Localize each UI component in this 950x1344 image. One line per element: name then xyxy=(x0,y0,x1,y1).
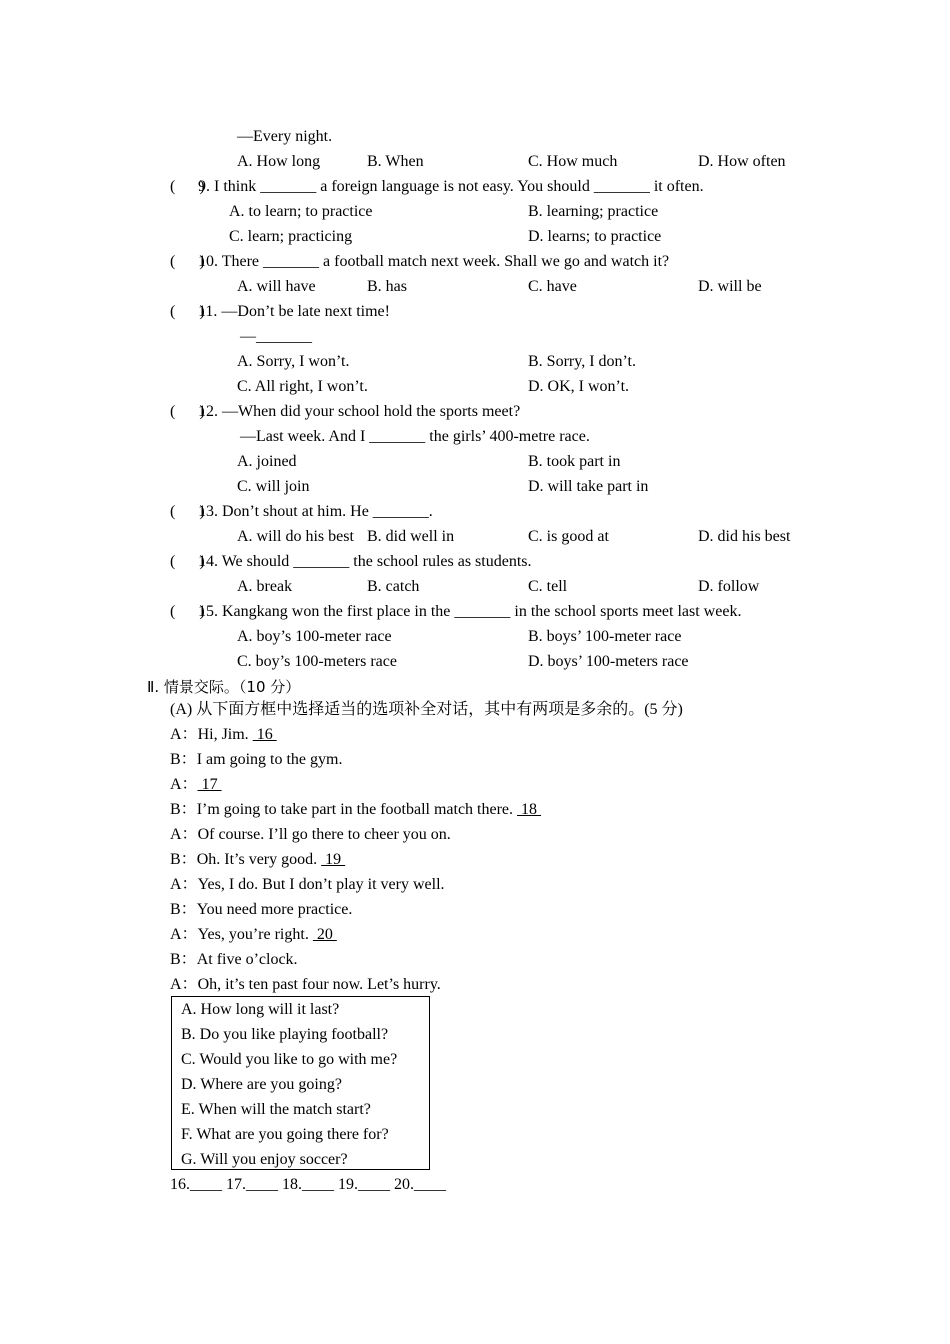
q11-reply-line: —_______ xyxy=(240,328,312,345)
q13-option-a: A. will do his best xyxy=(237,528,354,545)
q12-option-c: C. will join xyxy=(237,478,310,495)
dialog-text: Oh. It’s very good. xyxy=(196,851,322,868)
dialog-line xyxy=(170,925,337,945)
q11-option-d: D. OK, I won’t. xyxy=(528,378,630,395)
blank-18: 18 xyxy=(517,801,542,818)
q14-stem: 14. We should _______ the school rules as students. xyxy=(198,553,532,570)
dialog-text: Yes, I do. But I don’t play it very well. xyxy=(197,876,445,893)
dialog-text: I am going to the gym. xyxy=(196,751,343,768)
speaker-label: B： xyxy=(170,951,197,968)
q10-option-d: D. will be xyxy=(698,278,762,295)
dialog-text: Hi, Jim. xyxy=(197,726,253,743)
dialog-line xyxy=(170,850,345,870)
speaker-label: B： xyxy=(170,851,197,868)
q13-paren: ( ) xyxy=(170,503,205,520)
dialog-line xyxy=(170,725,277,745)
q11-paren: ( ) xyxy=(170,303,205,320)
part-a-instruction: (A) 从下面方框中选择适当的选项补全对话，其中有两项是多余的。(5 分) xyxy=(170,701,683,718)
q13-option-d: D. did his best xyxy=(698,528,791,545)
blank-16: 16 xyxy=(252,726,277,743)
q10-option-b: B. has xyxy=(367,278,407,295)
q15-option-b: B. boys’ 100-meter race xyxy=(528,628,682,645)
choice-b: B. Do you like playing football? xyxy=(181,1026,389,1043)
q8-option-a: A. How long xyxy=(237,153,321,170)
q14-option-d: D. follow xyxy=(698,578,760,595)
speaker-label: B： xyxy=(170,801,197,818)
q10-option-a: A. will have xyxy=(237,278,316,295)
dialog-text: Of course. I’ll go there to cheer you on. xyxy=(197,826,451,843)
dialog-text: You need more practice. xyxy=(196,901,353,918)
speaker-label: A： xyxy=(170,876,198,893)
q15-paren: ( ) xyxy=(170,603,205,620)
blank-20: 20 xyxy=(312,926,337,943)
q12-stem: 12. —When did your school hold the sports meet? xyxy=(198,403,521,420)
q15-option-c: C. boy’s 100-meters race xyxy=(237,653,397,670)
q8-option-c: C. How much xyxy=(528,153,618,170)
q11-option-b: B. Sorry, I don’t. xyxy=(528,353,636,370)
dialog-line xyxy=(170,750,342,770)
q9-stem: 9. I think _______ a foreign language is not easy. You should _______ it often. xyxy=(198,178,704,195)
q8-option-d: D. How often xyxy=(698,153,786,170)
speaker-label: A： xyxy=(170,826,198,843)
speaker-label: A： xyxy=(170,726,198,743)
dialog-text: Yes, you’re right. xyxy=(197,926,313,943)
q12-option-b: B. took part in xyxy=(528,453,621,470)
q9-paren: ( ) xyxy=(170,178,205,195)
q14-option-b: B. catch xyxy=(367,578,420,595)
q13-stem: 13. Don’t shout at him. He _______. xyxy=(198,503,433,520)
choice-a: A. How long will it last? xyxy=(181,1001,340,1018)
q15-option-a: A. boy’s 100-meter race xyxy=(237,628,392,645)
speaker-label: A： xyxy=(170,926,198,943)
q13-option-b: B. did well in xyxy=(367,528,455,545)
speaker-label: A： xyxy=(170,776,198,793)
dialog-line xyxy=(170,950,298,970)
q8-answer-line: —Every night. xyxy=(237,128,333,145)
speaker-label: A： xyxy=(170,976,198,993)
dialog-line xyxy=(170,825,451,845)
q14-option-a: A. break xyxy=(237,578,293,595)
section-title: Ⅱ. 情景交际。（10 分） xyxy=(147,678,301,696)
blank-17: 17 xyxy=(197,776,222,793)
choice-f: F. What are you going there for? xyxy=(181,1126,389,1143)
q9-option-d: D. learns; to practice xyxy=(528,228,662,245)
choice-g: G. Will you enjoy soccer? xyxy=(181,1151,348,1168)
speaker-label: B： xyxy=(170,901,197,918)
q10-paren: ( ) xyxy=(170,253,205,270)
q9-option-b: B. learning; practice xyxy=(528,203,659,220)
speaker-label: B： xyxy=(170,751,197,768)
answer-blanks: 16.____ 17.____ 18.____ 19.____ 20.____ xyxy=(170,1176,446,1193)
q15-stem: 15. Kangkang won the first place in the _______ in the school sports meet last week. xyxy=(198,603,742,620)
blank-19: 19 xyxy=(321,851,346,868)
q11-option-a: A. Sorry, I won’t. xyxy=(237,353,350,370)
dialog-line xyxy=(170,800,541,820)
dialog-line xyxy=(170,975,441,995)
dialog-line xyxy=(170,775,222,795)
dialog-line xyxy=(170,875,445,895)
dialog-line xyxy=(170,900,352,920)
q12-paren: ( ) xyxy=(170,403,205,420)
dialog-text: At five o’clock. xyxy=(196,951,298,968)
q8-option-b: B. When xyxy=(367,153,424,170)
choice-e: E. When will the match start? xyxy=(181,1101,371,1118)
q14-paren: ( ) xyxy=(170,553,205,570)
q12-option-d: D. will take part in xyxy=(528,478,649,495)
q10-stem: 10. There _______ a football match next week. Shall we go and watch it? xyxy=(198,253,670,270)
q15-option-d: D. boys’ 100-meters race xyxy=(528,653,689,670)
choice-c: C. Would you like to go with me? xyxy=(181,1051,398,1068)
q11-stem: 11. —Don’t be late next time! xyxy=(198,303,390,320)
q9-option-a: A. to learn; to practice xyxy=(229,203,373,220)
q14-option-c: C. tell xyxy=(528,578,568,595)
q12-reply-line: —Last week. And I _______ the girls’ 400-metre race. xyxy=(240,428,590,445)
q11-option-c: C. All right, I won’t. xyxy=(237,378,368,395)
q10-option-c: C. have xyxy=(528,278,577,295)
q12-option-a: A. joined xyxy=(237,453,297,470)
q9-option-c: C. learn; practicing xyxy=(229,228,353,245)
dialog-text: I’m going to take part in the football match there. xyxy=(196,801,518,818)
q13-option-c: C. is good at xyxy=(528,528,609,545)
choice-d: D. Where are you going? xyxy=(181,1076,342,1093)
dialog-text: Oh, it’s ten past four now. Let’s hurry. xyxy=(197,976,441,993)
